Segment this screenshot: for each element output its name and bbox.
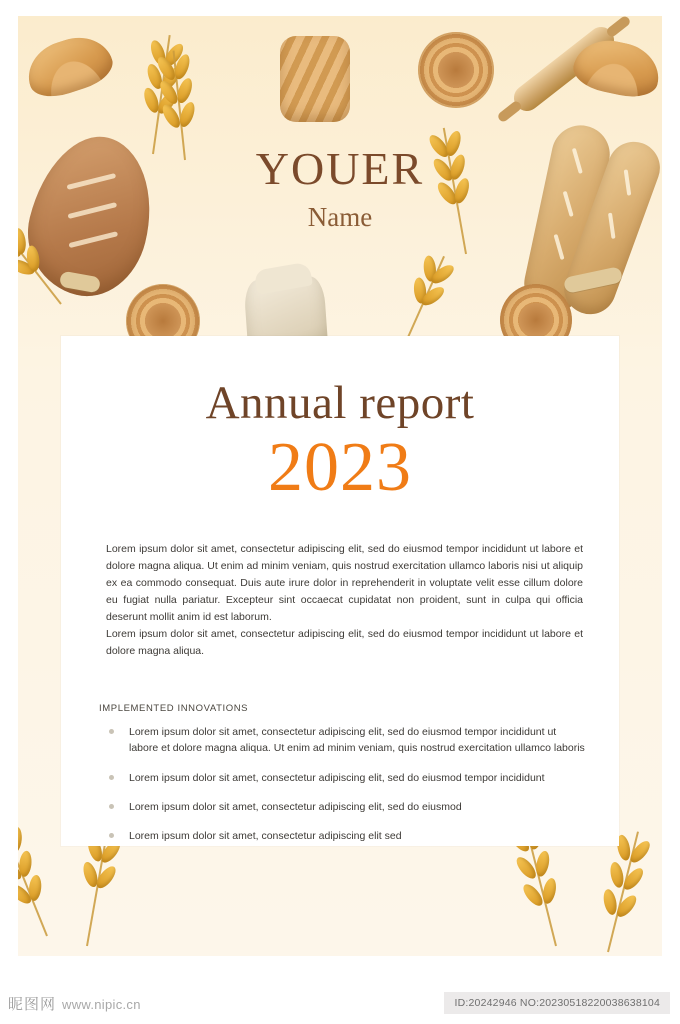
section-label-innovations: IMPLEMENTED INNOVATIONS — [99, 703, 249, 714]
page-title: Annual report — [205, 377, 475, 429]
watermark — [8, 993, 141, 1014]
body-paragraph-1: Lorem ipsum dolor sit amet, consectetur adipiscing elit, sed do eiusmod tempor incididunt ut labore et dolore magna aliqua. Ut enim ad minim veniam, quis nostrud exercitation ullamco laboris nisi ut aliquip ex ea commodo consequat. Duis aute irure dolor in reprehenderit in voluptate velit esse cillum dolore eu fugiat nulla pariatur. Excepteur sint occaecat cupidatat non proident, sunt in culpa qui officia deserunt mollit anim id est laborum. — [106, 543, 583, 623]
list-item: Lorem ipsum dolor sit amet, consectetur adipiscing elit, sed do eiusmod tempor incididunt — [101, 770, 587, 786]
brand-block — [18, 143, 662, 232]
innovations-list — [101, 724, 587, 857]
list-item: Lorem ipsum dolor sit amet, consectetur adipiscing elit, sed do eiusmod tempor incididunt ut labore et dolore magna aliqua. Ut enim ad minim veniam, quis nostrud exercitation ullamco laboris — [101, 724, 587, 757]
content-card — [61, 336, 619, 846]
footer-bar — [0, 982, 680, 1024]
poster-canvas — [18, 16, 662, 956]
watermark-url: www.nipic.cn — [62, 996, 141, 1012]
report-year: 2023 — [268, 429, 412, 506]
brand-subtitle: Name — [307, 202, 373, 232]
watermark-brand: 昵图网 — [8, 995, 57, 1013]
image-id-badge: ID:20242946 NO:20230518220038638104 — [444, 992, 670, 1014]
brand-title: YOUER — [255, 143, 425, 194]
list-item: Lorem ipsum dolor sit amet, consectetur adipiscing elit, sed do eiusmod — [101, 799, 587, 815]
body-copy — [106, 541, 583, 660]
body-paragraph-2: Lorem ipsum dolor sit amet, consectetur adipiscing elit, sed do eiusmod tempor incididunt ut labore et dolore magna aliqua. — [106, 628, 583, 657]
list-item: Lorem ipsum dolor sit amet, consectetur adipiscing elit sed — [101, 828, 587, 844]
